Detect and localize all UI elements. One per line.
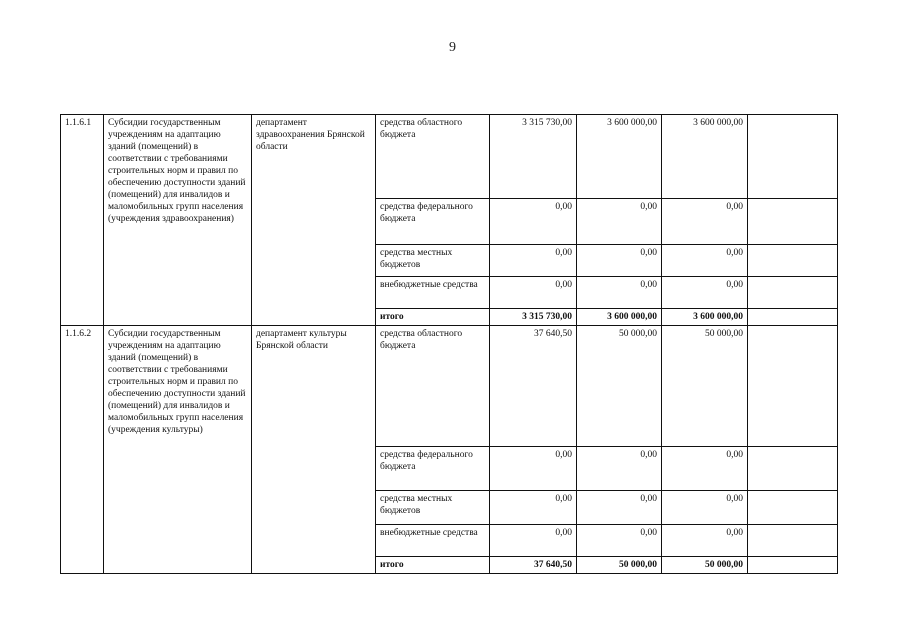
value-year-2: 0,00 (577, 245, 662, 277)
total-year-1: 37 640,50 (490, 557, 577, 574)
total-year-2: 50 000,00 (577, 557, 662, 574)
row-code: 1.1.6.1 (61, 115, 104, 326)
value-year-1: 0,00 (490, 525, 577, 557)
funding-source-total: итого (376, 309, 490, 326)
executor: департамент культуры Брянской области (252, 326, 376, 574)
empty-cell (748, 447, 838, 491)
funding-source: внебюджетные средства (376, 525, 490, 557)
executor: департамент здравоохранения Брянской области (252, 115, 376, 326)
empty-cell (748, 277, 838, 309)
value-year-2: 0,00 (577, 277, 662, 309)
value-year-3: 0,00 (662, 199, 748, 245)
value-year-1: 37 640,50 (490, 326, 577, 447)
value-year-1: 0,00 (490, 447, 577, 491)
empty-cell (748, 525, 838, 557)
value-year-3: 0,00 (662, 245, 748, 277)
empty-cell (748, 199, 838, 245)
value-year-2: 0,00 (577, 525, 662, 557)
value-year-3: 0,00 (662, 447, 748, 491)
funding-source-total: итого (376, 557, 490, 574)
value-year-1: 0,00 (490, 491, 577, 525)
measure-name: Субсидии государственным учреждениям на адаптацию зданий (помещений) в соответствии с требованиями строительных норм и правил по обеспечению доступности зданий (помещений) для инвалидов и маломобильных групп населения (учреждения культуры) (104, 326, 252, 574)
total-year-2: 3 600 000,00 (577, 309, 662, 326)
value-year-3: 0,00 (662, 491, 748, 525)
table-row (61, 115, 838, 199)
table-row (61, 326, 838, 447)
funding-source: средства федерального бюджета (376, 447, 490, 491)
funding-source: средства областного бюджета (376, 115, 490, 199)
page-number: 9 (449, 40, 456, 55)
budget-table (60, 114, 838, 574)
empty-cell (748, 557, 838, 574)
value-year-2: 50 000,00 (577, 326, 662, 447)
empty-cell (748, 245, 838, 277)
empty-cell (748, 309, 838, 326)
total-year-1: 3 315 730,00 (490, 309, 577, 326)
value-year-2: 3 600 000,00 (577, 115, 662, 199)
value-year-2: 0,00 (577, 491, 662, 525)
value-year-2: 0,00 (577, 447, 662, 491)
value-year-3: 0,00 (662, 525, 748, 557)
empty-cell (748, 115, 838, 199)
value-year-1: 3 315 730,00 (490, 115, 577, 199)
total-year-3: 3 600 000,00 (662, 309, 748, 326)
funding-source: средства местных бюджетов (376, 245, 490, 277)
measure-name: Субсидии государственным учреждениям на адаптацию зданий (помещений) в соответствии с требованиями строительных норм и правил по обеспечению доступности зданий (помещений) для инвалидов и маломобильных групп населения (учреждения здравоохранения) (104, 115, 252, 326)
empty-cell (748, 491, 838, 525)
value-year-3: 0,00 (662, 277, 748, 309)
value-year-3: 50 000,00 (662, 326, 748, 447)
row-code: 1.1.6.2 (61, 326, 104, 574)
funding-source: средства областного бюджета (376, 326, 490, 447)
value-year-1: 0,00 (490, 199, 577, 245)
funding-source: средства федерального бюджета (376, 199, 490, 245)
empty-cell (748, 326, 838, 447)
value-year-1: 0,00 (490, 245, 577, 277)
value-year-2: 0,00 (577, 199, 662, 245)
funding-source: средства местных бюджетов (376, 491, 490, 525)
total-year-3: 50 000,00 (662, 557, 748, 574)
value-year-1: 0,00 (490, 277, 577, 309)
value-year-3: 3 600 000,00 (662, 115, 748, 199)
funding-source: внебюджетные средства (376, 277, 490, 309)
